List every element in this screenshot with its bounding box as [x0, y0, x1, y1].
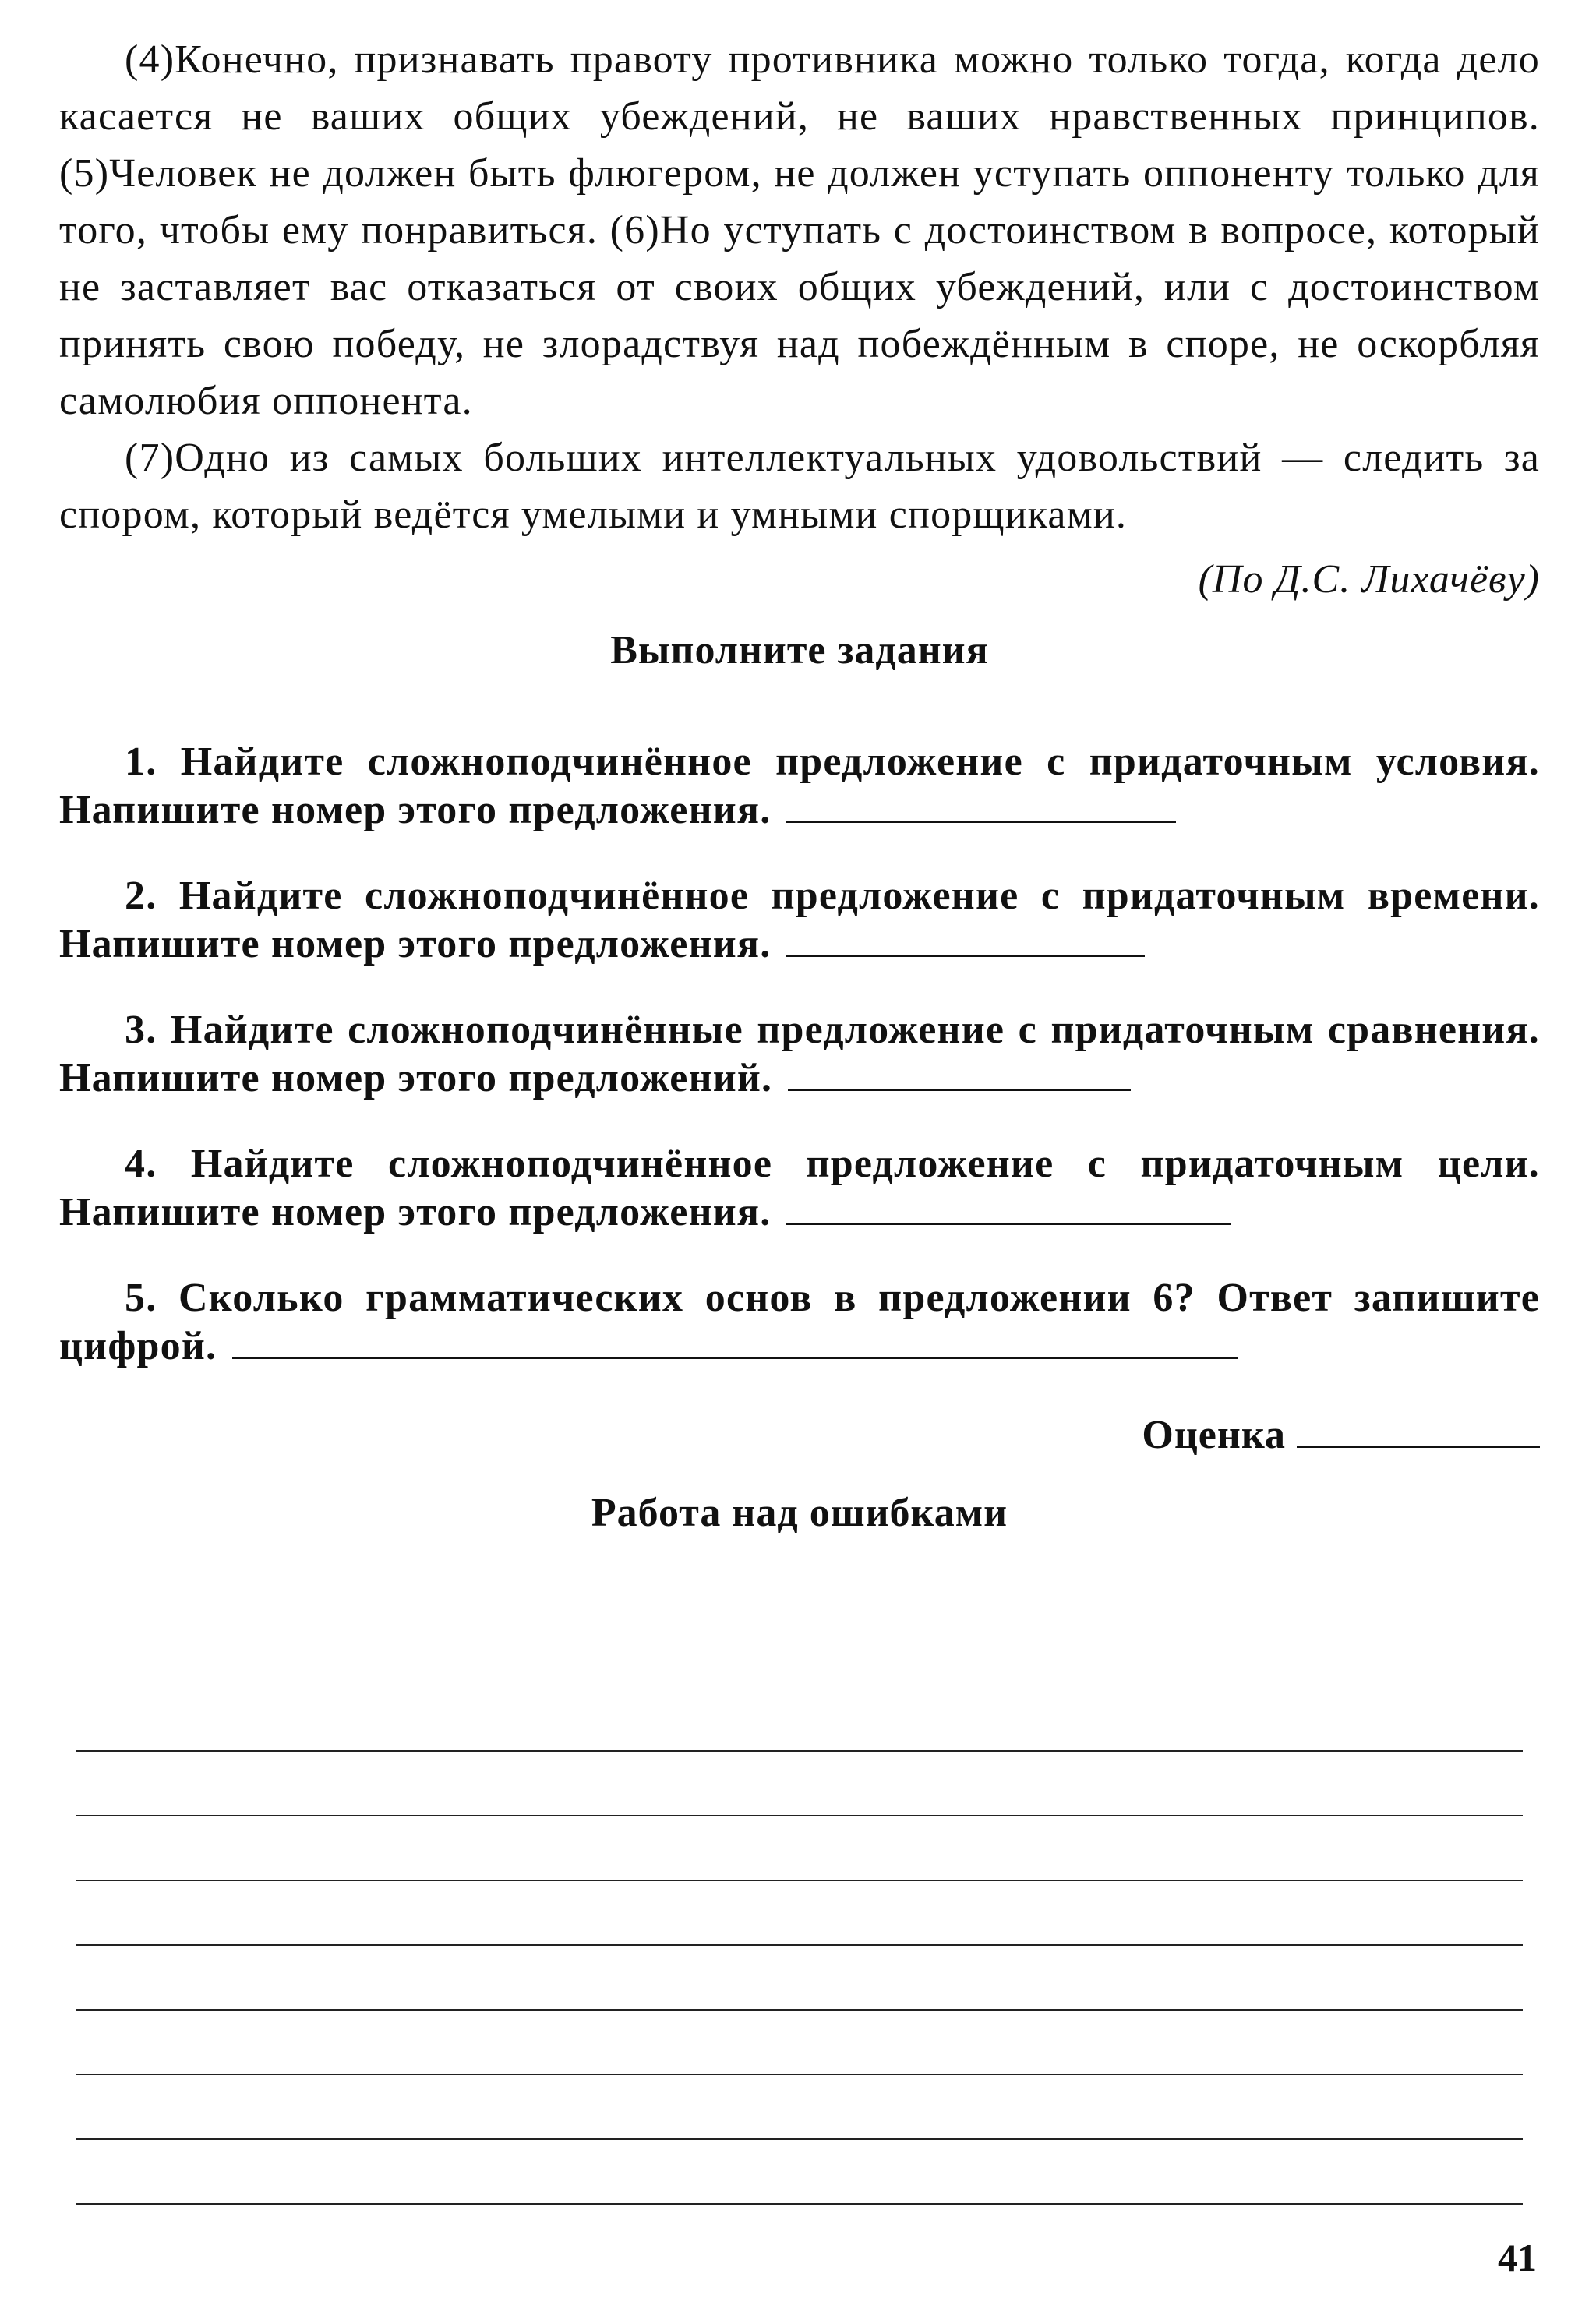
- answer-field[interactable]: [788, 1057, 1131, 1091]
- text-paragraph-2: (7)Одно из самых больших интеллектуальных удовольствий — следить за спором, который ведётся умелыми и умными спорщиками.: [59, 436, 1540, 537]
- answer-field[interactable]: [786, 1192, 1231, 1225]
- writing-line[interactable]: [76, 2009, 1523, 2011]
- page-content: [59, 31, 1540, 1541]
- grade-row: [59, 1408, 1540, 1463]
- task-text: 2. Найдите сложноподчинённое предложение с придаточным времени. Напишите номер этого предложения.: [59, 874, 1540, 966]
- writing-line[interactable]: [76, 1750, 1523, 1752]
- task-text: 5. Сколько грамматических основ в предложении 6? Ответ запишите цифрой.: [59, 1276, 1540, 1368]
- answer-field[interactable]: [786, 789, 1176, 823]
- answer-field[interactable]: [232, 1326, 1238, 1359]
- error-work-lines: [76, 1750, 1523, 2268]
- task-item-4: [59, 1140, 1540, 1237]
- task-item-2: [59, 872, 1540, 969]
- answer-field[interactable]: [786, 923, 1145, 957]
- task-list: [59, 738, 1540, 1371]
- task-item-3: [59, 1006, 1540, 1103]
- text-source: (По Д.С. Лихачёву): [1198, 557, 1540, 602]
- writing-line[interactable]: [76, 1880, 1523, 1881]
- grade-field[interactable]: [1297, 1414, 1540, 1448]
- writing-line[interactable]: [76, 1815, 1523, 1816]
- task-item-5: [59, 1274, 1540, 1371]
- task-text: 3. Найдите сложноподчинённые предложение с придаточным сравнения. Напишите номер этого предложений.: [59, 1008, 1540, 1100]
- task-text: 1. Найдите сложноподчинённое предложение с придаточным условия. Напишите номер этого предложения.: [59, 740, 1540, 832]
- task-text: 4. Найдите сложноподчинённое предложение с придаточным цели. Напишите номер этого предложения.: [59, 1142, 1540, 1234]
- writing-line[interactable]: [76, 1944, 1523, 1946]
- writing-line[interactable]: [76, 2074, 1523, 2075]
- task-item-1: [59, 738, 1540, 835]
- writing-line[interactable]: [76, 2138, 1523, 2140]
- writing-line[interactable]: [76, 2203, 1523, 2205]
- text-paragraph-1: (4)Конечно, признавать правоту противника можно только тогда, когда дело касается не ваших общих убеждений, не ваших нравственных принципов. (5)Человек не должен быть флюгером, не должен уступать оппоненту только для того, чтобы ему понравиться. (6)Но уступать с достоинством в вопросе, который не заставляет вас отказаться от своих общих убеждений, или с достоинством принять свою победу, не злорадствуя над побеждённым в споре, не оскорбляя самолюбия оппонента.: [59, 37, 1540, 423]
- errors-heading: Работа над ошибками: [591, 1491, 1008, 1535]
- page-number: 41: [1498, 2236, 1537, 2279]
- tasks-heading: Выполните задания: [610, 628, 989, 673]
- grade-label: Оценка: [1142, 1413, 1286, 1457]
